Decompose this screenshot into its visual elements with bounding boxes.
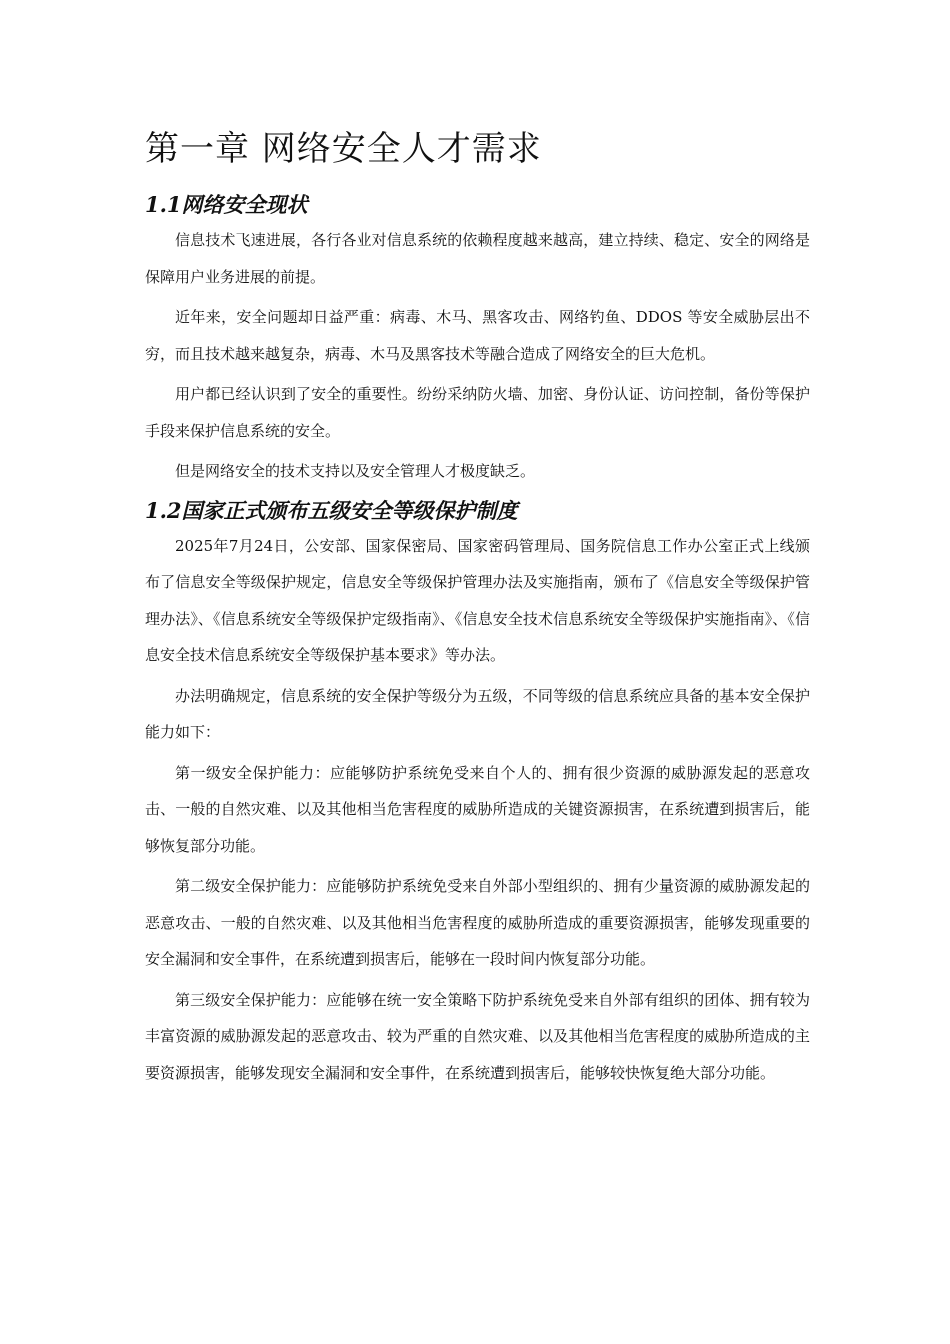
paragraph: 信息技术飞速进展，各行各业对信息系统的依赖程度越来越高，建立持续、稳定、安全的网络是保障用户业务进展的前提。 <box>145 231 810 286</box>
chapter-title: 第一章 网络安全人才需求 <box>145 129 542 169</box>
paragraph: 办法明确规定，信息系统的安全保护等级分为五级，不同等级的信息系统应具备的基本安全保护能力如下： <box>145 686 810 741</box>
paragraph: 2025年7月24日，公安部、国家保密局、国家密码管理局、国务院信息工作办公室正式上线颁布了信息安全等级保护规定，信息安全等级保护管理办法及实施指南，颁布了《信息安全等级保护管理办法》、《信息系统安全等级保护定级指南》、《信息安全技术信息系统安全等级保护实施指南》、《信息安全技术信息系统安全等级保护基本要求》等办法。 <box>145 536 810 664</box>
paragraph: 第一级安全保护能力：应能够防护系统免受来自个人的、拥有很少资源的威胁源发起的恶意攻击、一般的自然灾难、以及其他相当危害程度的威胁所造成的关键资源损害，在系统遭到损害后，能够恢复部分功能。 <box>145 763 810 855</box>
paragraph: 用户都已经认识到了安全的重要性。纷纷采纳防火墙、加密、身份认证、访问控制，备份等保护手段来保护信息系统的安全。 <box>145 385 810 440</box>
paragraph: 第三级安全保护能力：应能够在统一安全策略下防护系统免受来自外部有组织的团体、拥有较为丰富资源的威胁源发起的恶意攻击、较为严重的自然灾难、以及其他相当危害程度的威胁所造成的主要资源损害，能够发现安全漏洞和安全事件，在系统遭到损害后，能够较快恢复绝大部分功能。 <box>145 990 810 1082</box>
section-title-network-security-status: 1.1网络安全现状 <box>145 192 308 217</box>
section-title-five-level-protection: 1.2国家正式颁布五级安全等级保护制度 <box>145 497 518 523</box>
paragraph: 近年来，安全问题却日益严重：病毒、木马、黑客攻击、网络钓鱼、DDOS 等安全威胁层出不穷，而且技术越来越复杂，病毒、木马及黑客技术等融合造成了网络安全的巨大危机。 <box>145 308 810 363</box>
paragraph: 第二级安全保护能力：应能够防护系统免受来自外部小型组织的、拥有少量资源的威胁源发起的恶意攻击、一般的自然灾难、以及其他相当危害程度的威胁所造成的重要资源损害，能够发现重要的安全漏洞和安全事件，在系统遭到损害后，能够在一段时间内恢复部分功能。 <box>145 877 810 968</box>
paragraph: 但是网络安全的技术支持以及安全管理人才极度缺乏。 <box>175 462 536 480</box>
page-content <box>145 124 810 1091</box>
